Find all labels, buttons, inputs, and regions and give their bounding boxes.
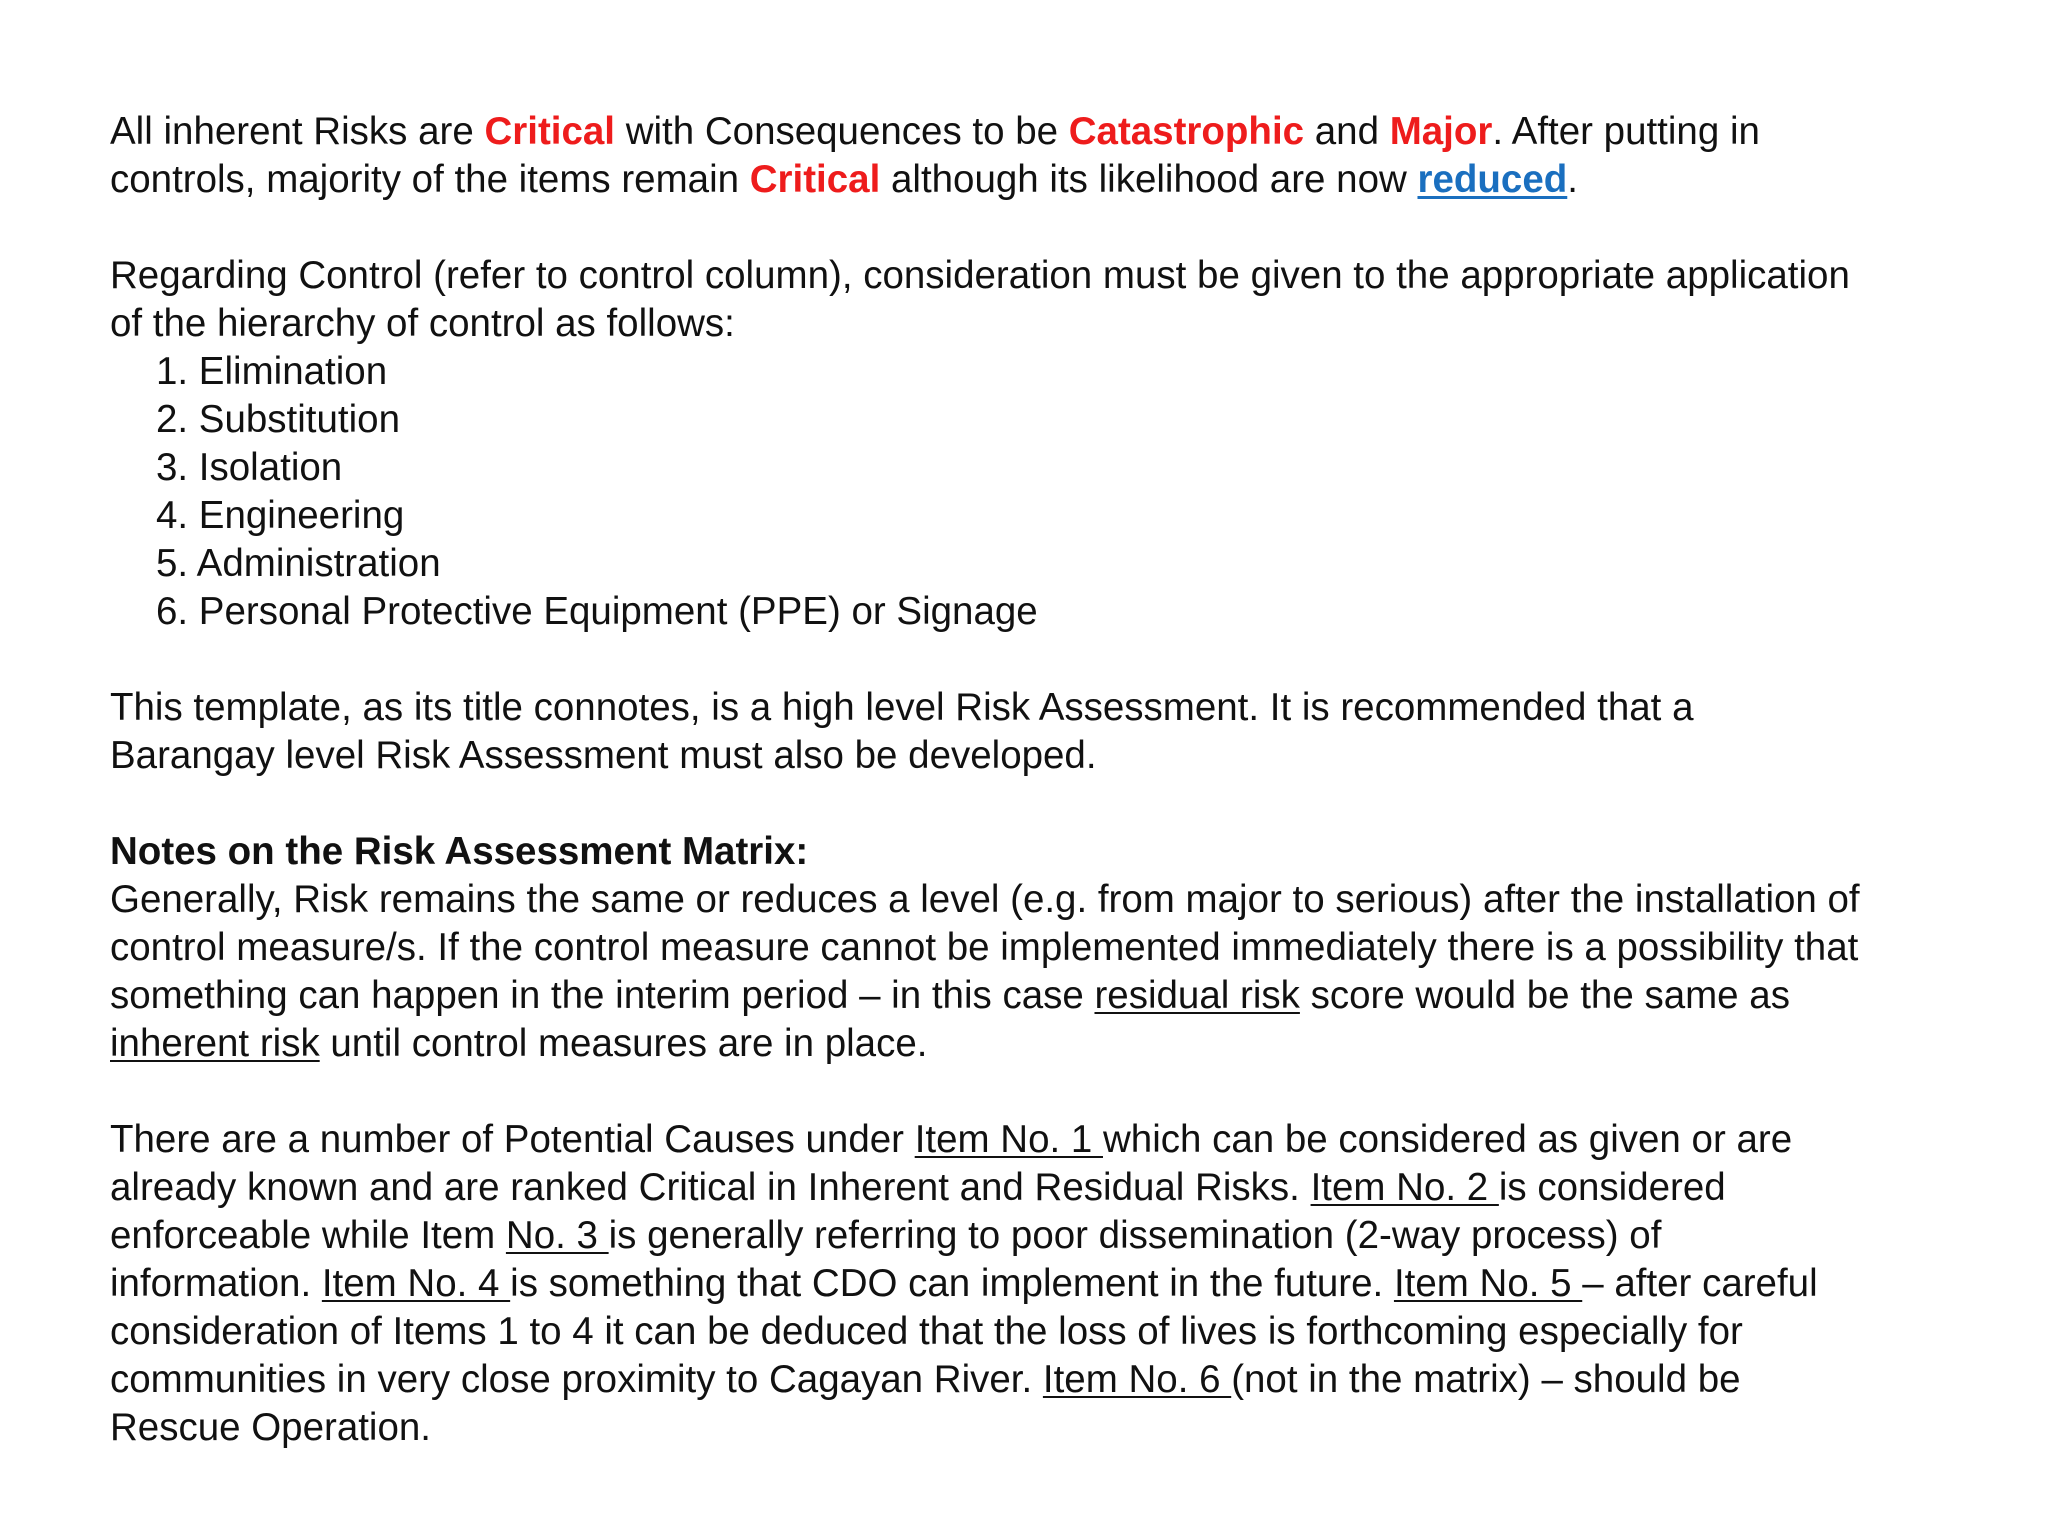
- paragraph-potential-causes: [110, 1116, 1990, 1452]
- critical-highlight: Critical: [484, 110, 615, 153]
- list-item: 2. Substitution: [156, 398, 400, 441]
- text: which can be considered as given or are: [1102, 1118, 1793, 1161]
- item-5-ref: Item No. 5: [1393, 1262, 1583, 1305]
- text: is generally referring to poor dissemination (2-way process) of: [608, 1214, 1662, 1257]
- text: Generally, Risk remains the same or reduces a level (e.g. from major to serious) after the installation of: [110, 878, 1860, 921]
- spacer: [110, 780, 1990, 828]
- text: with Consequences to be: [615, 110, 1069, 153]
- text: Barangay level Risk Assessment must also be developed.: [110, 734, 1097, 777]
- text: of the hierarchy of control as follows:: [110, 302, 735, 345]
- text: – after careful: [1582, 1262, 1818, 1305]
- paragraph-control: [110, 252, 1990, 348]
- paragraph-notes: [110, 828, 1990, 1068]
- text: something can happen in the interim period – in this case: [110, 974, 1095, 1017]
- text: until control measures are in place.: [319, 1022, 928, 1065]
- text: information.: [110, 1262, 322, 1305]
- reduced-link[interactable]: reduced: [1417, 158, 1568, 201]
- item-3-ref: No. 3: [505, 1214, 609, 1257]
- item-1-ref: Item No. 1: [914, 1118, 1103, 1161]
- text: (not in the matrix) – should be: [1231, 1358, 1741, 1401]
- text: .: [1567, 158, 1578, 201]
- text: although its likelihood are now: [880, 158, 1418, 201]
- text: This template, as its title connotes, is a high level Risk Assessment. It is recommended that a: [110, 686, 1694, 729]
- list-item: 1. Elimination: [156, 350, 388, 393]
- list-item: 4. Engineering: [156, 494, 405, 537]
- critical-highlight: Critical: [749, 158, 881, 201]
- list-item: 3. Isolation: [156, 446, 343, 489]
- inherent-risk-term: inherent risk: [110, 1022, 320, 1065]
- text: is considered: [1498, 1166, 1726, 1209]
- paragraph-inherent-risks: [110, 108, 1990, 204]
- list-item: 6. Personal Protective Equipment (PPE) or Signage: [156, 590, 1038, 633]
- residual-risk-term: residual risk: [1094, 974, 1300, 1017]
- text: consideration of Items 1 to 4 it can be deduced that the loss of lives is forthcoming especially for: [110, 1310, 1743, 1353]
- text: Rescue Operation.: [110, 1406, 432, 1449]
- paragraph-template: [110, 684, 1990, 780]
- spacer: [110, 204, 1990, 252]
- text: enforceable while Item: [110, 1214, 506, 1257]
- item-6-ref: Item No. 6: [1042, 1358, 1232, 1401]
- text: . After putting in: [1492, 110, 1760, 153]
- notes-heading: Notes on the Risk Assessment Matrix:: [110, 830, 809, 873]
- text: Regarding Control (refer to control column), consideration must be given to the appropriate application: [110, 254, 1850, 297]
- document-page: [110, 108, 1990, 1452]
- text: score would be the same as: [1299, 974, 1790, 1017]
- spacer: [110, 636, 1990, 684]
- text: already known and are ranked Critical in Inherent and Residual Risks.: [110, 1166, 1311, 1209]
- catastrophic-highlight: Catastrophic: [1068, 110, 1305, 153]
- item-2-ref: Item No. 2: [1310, 1166, 1499, 1209]
- item-4-ref: Item No. 4: [321, 1262, 511, 1305]
- text: and: [1304, 110, 1390, 153]
- text: All inherent Risks are: [110, 110, 485, 153]
- text: There are a number of Potential Causes under: [110, 1118, 915, 1161]
- text: is something that CDO can implement in the future.: [510, 1262, 1394, 1305]
- text: control measure/s. If the control measure cannot be implemented immediately there is a possibility that: [110, 926, 1859, 969]
- spacer: [110, 1068, 1990, 1116]
- hierarchy-of-control-list: [110, 348, 1990, 636]
- text: communities in very close proximity to Cagayan River.: [110, 1358, 1043, 1401]
- text: controls, majority of the items remain: [110, 158, 750, 201]
- list-item: 5. Administration: [156, 542, 441, 585]
- major-highlight: Major: [1389, 110, 1493, 153]
